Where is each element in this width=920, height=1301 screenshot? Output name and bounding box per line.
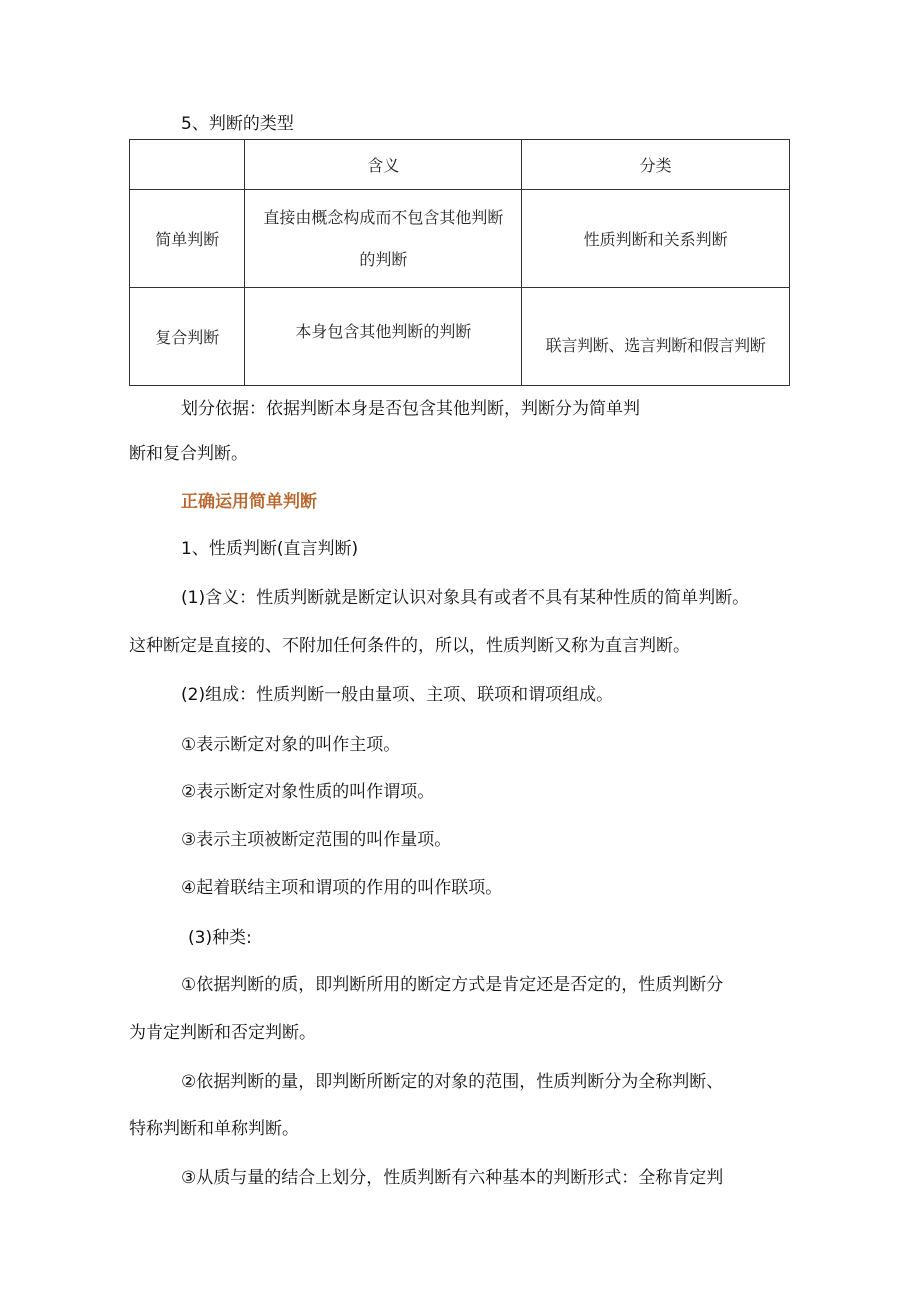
row-category-cell [522,288,790,386]
types-title: (3)种类: [188,928,252,948]
row-name: 复合判断 [130,288,245,386]
row-meaning-cell [245,288,522,386]
table-header-empty [130,140,245,190]
table-header-meaning: 含义 [245,140,522,190]
type2-line1: ②依据判断的量，即判断所断定的对象的范围，性质判断分为全称判断、 [181,1072,724,1092]
row-category: 性质判断和关系判断 [522,190,790,288]
type1-line1: ①依据判断的质，即判断所用的断定方式是肯定还是否定的，性质判断分 [181,975,724,995]
type2-line2: 特称判断和单称判断。 [129,1119,299,1139]
type1-line2: 为肯定判断和否定判断。 [129,1023,316,1043]
table-row [130,288,790,386]
row-category: 联言判断、选言判断和假言判断 [545,336,766,355]
row-meaning: 本身包含其他判断的判断 [295,322,472,341]
basis-paragraph-line2: 断和复合判断。 [129,444,248,464]
section-title: 5、判断的类型 [181,114,294,134]
list-item: ④起着联结主项和谓项的作用的叫作联项。 [181,878,503,898]
meaning-paragraph-line1: (1)含义：性质判断就是断定认识对象具有或者不具有某种性质的简单判断。 [181,588,750,608]
table-header-category: 分类 [522,140,790,190]
row-meaning: 直接由概念构成而不包含其他判断的判断 [263,207,504,269]
table-header-row [130,140,790,190]
meaning-paragraph-line2: 这种断定是直接的、不附加任何条件的，所以，性质判断又称为直言判断。 [129,636,690,656]
basis-paragraph-line1: 划分依据：依据判断本身是否包含其他判断，判断分为简单判 [181,399,640,419]
list-item: ①表示断定对象的叫作主项。 [181,735,401,755]
composition-paragraph: (2)组成：性质判断一般由量项、主项、联项和谓项组成。 [181,685,614,705]
table-row [130,190,790,288]
list-item: ③表示主项被断定范围的叫作量项。 [181,830,452,850]
item-title: 1、性质判断(直言判断) [181,539,359,559]
row-name: 简单判断 [130,190,245,288]
row-meaning-cell [245,190,522,288]
judgment-types-table [129,139,790,386]
type3-line1: ③从质与量的结合上划分，性质判断有六种基本的判断形式：全称肯定判 [181,1168,724,1188]
section-heading: 正确运用简单判断 [181,492,317,512]
list-item: ②表示断定对象性质的叫作谓项。 [181,782,435,802]
